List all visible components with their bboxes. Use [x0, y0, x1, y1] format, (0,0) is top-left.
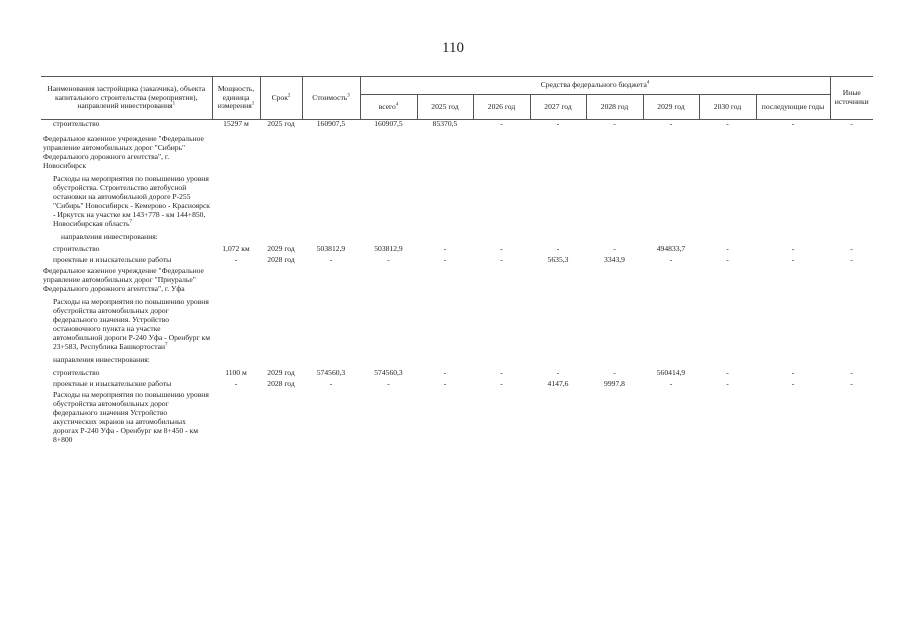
section-text: направления инвестирования: — [53, 355, 150, 365]
table-cell: - — [443, 368, 447, 378]
table-cell: 2028 год — [267, 379, 295, 389]
header-other-sources: Иные источники — [830, 77, 873, 120]
section-text: направления инвестирования: — [61, 231, 158, 241]
table-cell: - — [234, 255, 238, 265]
table-cell: - — [387, 379, 390, 389]
section-text-row — [41, 298, 873, 352]
budget-table — [41, 76, 873, 445]
header-year: последующие годы — [756, 95, 830, 120]
table-cell: 2029 год — [267, 368, 295, 378]
table-cell: 2029 год — [267, 244, 295, 254]
header-year: 2028 год — [586, 95, 643, 120]
table-cell: 160907,5 — [316, 119, 346, 128]
table-cell: 574560,3 — [374, 368, 403, 378]
table-cell: - — [726, 368, 729, 378]
section-text: Федеральное казенное учреждение "Федеральное управление автомобильных дорог "Сибирь" Федерального дорожного агентства", г. Новосибирск — [43, 134, 204, 170]
table-cell: - — [791, 379, 795, 389]
header-year: 2026 год — [473, 95, 530, 120]
table-cell: - — [556, 368, 560, 378]
table-cell: - — [791, 244, 795, 254]
section-text-row — [41, 135, 873, 171]
table-cell: - — [791, 119, 795, 128]
section-text: Расходы на мероприятия по повышению уровня обустройства. Строительство автобусной остановки на автомобильной дороге Р-255 "Сибирь" Новосибирск - Кемерово - Красноярск - Иркутск на участке км 143+778 - км 144+850, Новосибирская область$^7$ — [53, 173, 210, 228]
table-cell: - — [850, 255, 853, 265]
table-cell: 494833,7 — [656, 244, 686, 254]
row-label: строительство — [53, 368, 100, 378]
table-cell: - — [613, 119, 616, 128]
table-cell: 503812,9 — [316, 244, 346, 254]
table-cell: - — [726, 255, 729, 265]
table-cell: - — [443, 244, 447, 254]
header-federal-budget: Средства федерального бюджета$^4$ — [360, 77, 830, 95]
table-cell: 574560,3 — [316, 368, 346, 378]
header-year: 2030 год — [699, 95, 756, 120]
table-cell: - — [500, 244, 503, 254]
table-row — [41, 120, 873, 132]
table-cell: 2028 год — [267, 255, 295, 265]
table-cell: 9997,8 — [604, 379, 625, 389]
row-label: проектные и изыскательские работы — [53, 379, 172, 389]
table-cell: - — [500, 379, 503, 389]
page-number: 110 — [442, 40, 464, 56]
table-cell: 2025 год — [267, 119, 295, 128]
table-body — [41, 120, 873, 445]
table-cell: - — [556, 244, 560, 254]
table-cell: - — [329, 255, 333, 265]
table-cell: 3343,9 — [604, 255, 625, 265]
table-cell: - — [500, 255, 503, 265]
table-cell: - — [669, 119, 673, 128]
table-cell: - — [791, 255, 795, 265]
table-cell: 5635,3 — [547, 255, 569, 265]
table-cell: 560414,9 — [656, 368, 686, 378]
row-label: строительство — [53, 119, 100, 128]
section-text: Федеральное казенное учреждение "Федеральное управление автомобильных дорог "Приуралье" Федерального дорожного агентства", г. Уфа — [43, 266, 204, 294]
header-year: 2029 год — [643, 95, 699, 120]
header-year: 2027 год — [530, 95, 586, 120]
table-cell: 160907,5 — [374, 119, 403, 128]
table-cell: - — [669, 379, 673, 389]
table-cell: - — [850, 244, 853, 254]
table-cell: - — [613, 368, 616, 378]
header-total: всего$^4$ — [360, 95, 417, 120]
table-cell: 1,072 км — [222, 244, 250, 254]
table-cell: - — [726, 244, 729, 254]
table-cell: - — [329, 379, 333, 389]
table-cell: - — [443, 255, 447, 265]
table-cell: - — [726, 119, 729, 128]
section-text-row — [41, 233, 873, 242]
table-cell: 15297 м — [223, 119, 249, 128]
table-cell: - — [387, 255, 390, 265]
table-cell: 1100 м — [225, 368, 247, 378]
section-text-row — [41, 391, 873, 445]
header-term: Срок$^2$ — [260, 77, 302, 120]
table-cell: 85370,5 — [432, 119, 458, 128]
table-cell: - — [500, 368, 503, 378]
section-text: Расходы на мероприятия по повышению уровня обустройства автомобильных дорог федерального значения Устройство акустических экранов на автомобильных дорогах Р-240 Уфа - Оренбург км 8+450 - км 8+800 — [53, 390, 209, 444]
table-cell: - — [613, 244, 616, 254]
section-text: Расходы на мероприятия по повышению уровня обустройства автомобильных дорог федерального значения. Устройство остановочного пункта на участке автомобильной дороги Р-240 Уфа - Оренбург км 23+583, Республика Башкортостан$^7$ — [53, 297, 210, 352]
table-cell: - — [726, 379, 729, 389]
table-cell: - — [850, 379, 853, 389]
table-cell: 4147,6 — [547, 379, 569, 389]
table-cell: - — [556, 119, 560, 128]
header-name: Наименования застройщика (заказчика), объекта капитального строительства (мероприятия), направлений инвестирования$^1$ — [41, 77, 212, 120]
row-label: строительство — [53, 244, 100, 254]
header-year: 2025 год — [417, 95, 473, 120]
table-cell: - — [850, 119, 853, 128]
section-text-row — [41, 267, 873, 294]
table-cell: - — [669, 255, 673, 265]
table-cell: - — [791, 368, 795, 378]
table-cell: 503812,9 — [374, 244, 403, 254]
table-cell: - — [443, 379, 447, 389]
section-text-row — [41, 356, 873, 365]
header-capacity: Мощность, единица измерения$^1$ — [212, 77, 260, 120]
section-text-row — [41, 175, 873, 229]
table-cell: - — [850, 368, 853, 378]
header-cost: Стоимость$^3$ — [302, 77, 360, 120]
table-cell: - — [500, 119, 503, 128]
table-cell: - — [234, 379, 238, 389]
row-label: проектные и изыскательские работы — [53, 255, 172, 265]
